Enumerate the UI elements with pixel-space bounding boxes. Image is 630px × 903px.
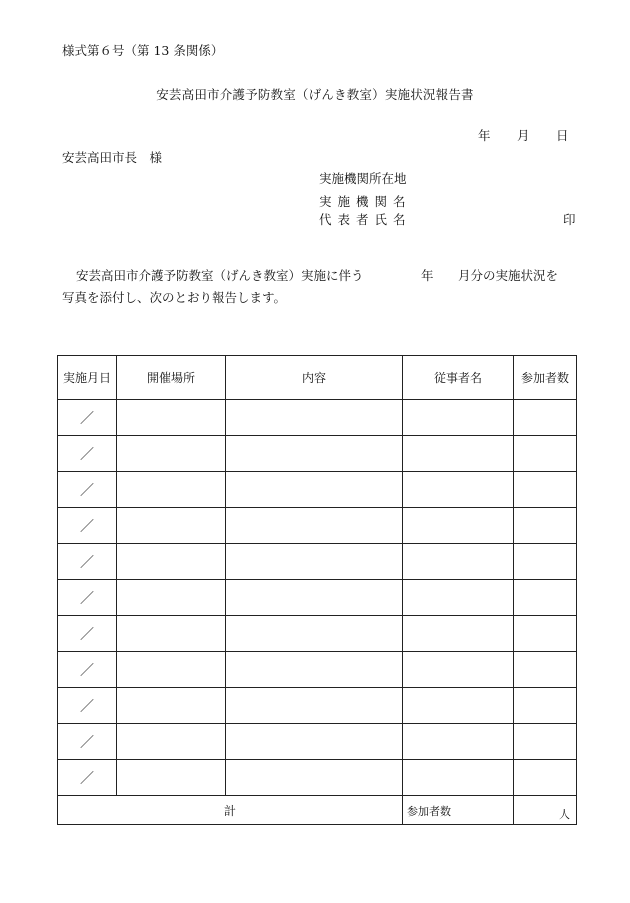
row-date-cell[interactable]: [58, 436, 117, 472]
table-row: [58, 436, 577, 472]
row-participants-cell[interactable]: [514, 544, 577, 580]
row-content-cell[interactable]: [226, 472, 403, 508]
row-participants-cell[interactable]: [514, 652, 577, 688]
header-content: 内容: [226, 356, 403, 400]
date-slash-placeholder: ／: [80, 554, 94, 571]
body-text-line1-tail: 月分の実施状況を: [458, 268, 559, 283]
row-content-cell[interactable]: [226, 400, 403, 436]
row-staff-cell[interactable]: [403, 724, 514, 760]
row-participants-cell[interactable]: [514, 616, 577, 652]
row-venue-cell[interactable]: [117, 616, 226, 652]
header-date: 実施月日: [58, 356, 117, 400]
row-content-cell[interactable]: [226, 580, 403, 616]
row-participants-cell[interactable]: [514, 580, 577, 616]
date-slash-placeholder: ／: [80, 770, 94, 787]
row-venue-cell[interactable]: [117, 652, 226, 688]
table-row: [58, 616, 577, 652]
date-month-label: 月: [517, 128, 530, 143]
unit-label: 人: [559, 808, 570, 821]
row-venue-cell[interactable]: [117, 472, 226, 508]
table-total-row: [58, 796, 577, 825]
date-day-label: 日: [556, 128, 569, 143]
body-text-line1: 安芸高田市介護予防教室（げんき教室）実施に伴う: [76, 268, 364, 283]
date-slash-placeholder: ／: [80, 518, 94, 535]
date-slash-placeholder: ／: [80, 698, 94, 715]
row-venue-cell[interactable]: [117, 580, 226, 616]
row-content-cell[interactable]: [226, 616, 403, 652]
row-date-cell[interactable]: [58, 616, 117, 652]
row-date-cell[interactable]: [58, 760, 117, 796]
org-address-label: 実施機関所在地: [319, 171, 407, 186]
row-participants-cell[interactable]: [514, 688, 577, 724]
row-staff-cell[interactable]: [403, 760, 514, 796]
form-number: 様式第６号（第 13 条関係）: [62, 43, 224, 58]
row-staff-cell[interactable]: [403, 580, 514, 616]
date-slash-placeholder: ／: [80, 482, 94, 499]
row-content-cell[interactable]: [226, 652, 403, 688]
date-slash-placeholder: ／: [80, 662, 94, 679]
row-venue-cell[interactable]: [117, 508, 226, 544]
row-date-cell[interactable]: [58, 544, 117, 580]
date-slash-placeholder: ／: [80, 410, 94, 427]
report-table: [57, 355, 577, 825]
header-staff: 従事者名: [403, 356, 514, 400]
total-participants-cell[interactable]: [514, 796, 577, 825]
row-participants-cell[interactable]: [514, 436, 577, 472]
row-date-cell[interactable]: [58, 508, 117, 544]
table-row: [58, 508, 577, 544]
row-participants-cell[interactable]: [514, 724, 577, 760]
org-representative-label: 代表者氏名: [319, 212, 412, 227]
date-slash-placeholder: ／: [80, 734, 94, 751]
table-row: [58, 760, 577, 796]
row-content-cell[interactable]: [226, 436, 403, 472]
table-row: [58, 688, 577, 724]
row-content-cell[interactable]: [226, 544, 403, 580]
row-content-cell[interactable]: [226, 508, 403, 544]
addressee: 安芸高田市長 様: [62, 150, 163, 165]
row-staff-cell[interactable]: [403, 544, 514, 580]
header-participants: 参加者数: [514, 356, 577, 400]
table-header-row: [58, 356, 577, 400]
row-date-cell[interactable]: [58, 472, 117, 508]
header-venue: 開催場所: [117, 356, 226, 400]
row-venue-cell[interactable]: [117, 436, 226, 472]
seal-mark: 印: [563, 212, 576, 227]
row-staff-cell[interactable]: [403, 616, 514, 652]
date-slash-placeholder: ／: [80, 446, 94, 463]
row-content-cell[interactable]: [226, 724, 403, 760]
row-date-cell[interactable]: [58, 724, 117, 760]
row-staff-cell[interactable]: [403, 472, 514, 508]
row-staff-cell[interactable]: [403, 400, 514, 436]
date-slash-placeholder: ／: [80, 626, 94, 643]
body-year-blank: 年: [421, 268, 434, 283]
row-venue-cell[interactable]: [117, 724, 226, 760]
row-venue-cell[interactable]: [117, 760, 226, 796]
org-name-label: 実施機関名: [319, 194, 412, 209]
row-date-cell[interactable]: [58, 580, 117, 616]
date-year-label: 年: [478, 128, 491, 143]
row-staff-cell[interactable]: [403, 688, 514, 724]
table-row: [58, 724, 577, 760]
row-staff-cell[interactable]: [403, 652, 514, 688]
row-content-cell[interactable]: [226, 688, 403, 724]
row-venue-cell[interactable]: [117, 688, 226, 724]
row-participants-cell[interactable]: [514, 400, 577, 436]
row-date-cell[interactable]: [58, 688, 117, 724]
row-participants-cell[interactable]: [514, 760, 577, 796]
table-row: [58, 400, 577, 436]
total-label: 計: [58, 796, 403, 825]
body-text-line2: 写真を添付し、次のとおり報告します。: [62, 290, 287, 305]
row-participants-cell[interactable]: [514, 508, 577, 544]
document-title: 安芸高田市介護予防教室（げんき教室）実施状況報告書: [156, 87, 474, 102]
table-row: [58, 580, 577, 616]
row-staff-cell[interactable]: [403, 436, 514, 472]
row-venue-cell[interactable]: [117, 544, 226, 580]
row-content-cell[interactable]: [226, 760, 403, 796]
date-slash-placeholder: ／: [80, 590, 94, 607]
row-participants-cell[interactable]: [514, 472, 577, 508]
row-venue-cell[interactable]: [117, 400, 226, 436]
table-row: [58, 544, 577, 580]
row-date-cell[interactable]: [58, 652, 117, 688]
row-date-cell[interactable]: [58, 400, 117, 436]
table-row: [58, 652, 577, 688]
total-participants-label: 参加者数: [403, 796, 514, 825]
row-staff-cell[interactable]: [403, 508, 514, 544]
table-row: [58, 472, 577, 508]
